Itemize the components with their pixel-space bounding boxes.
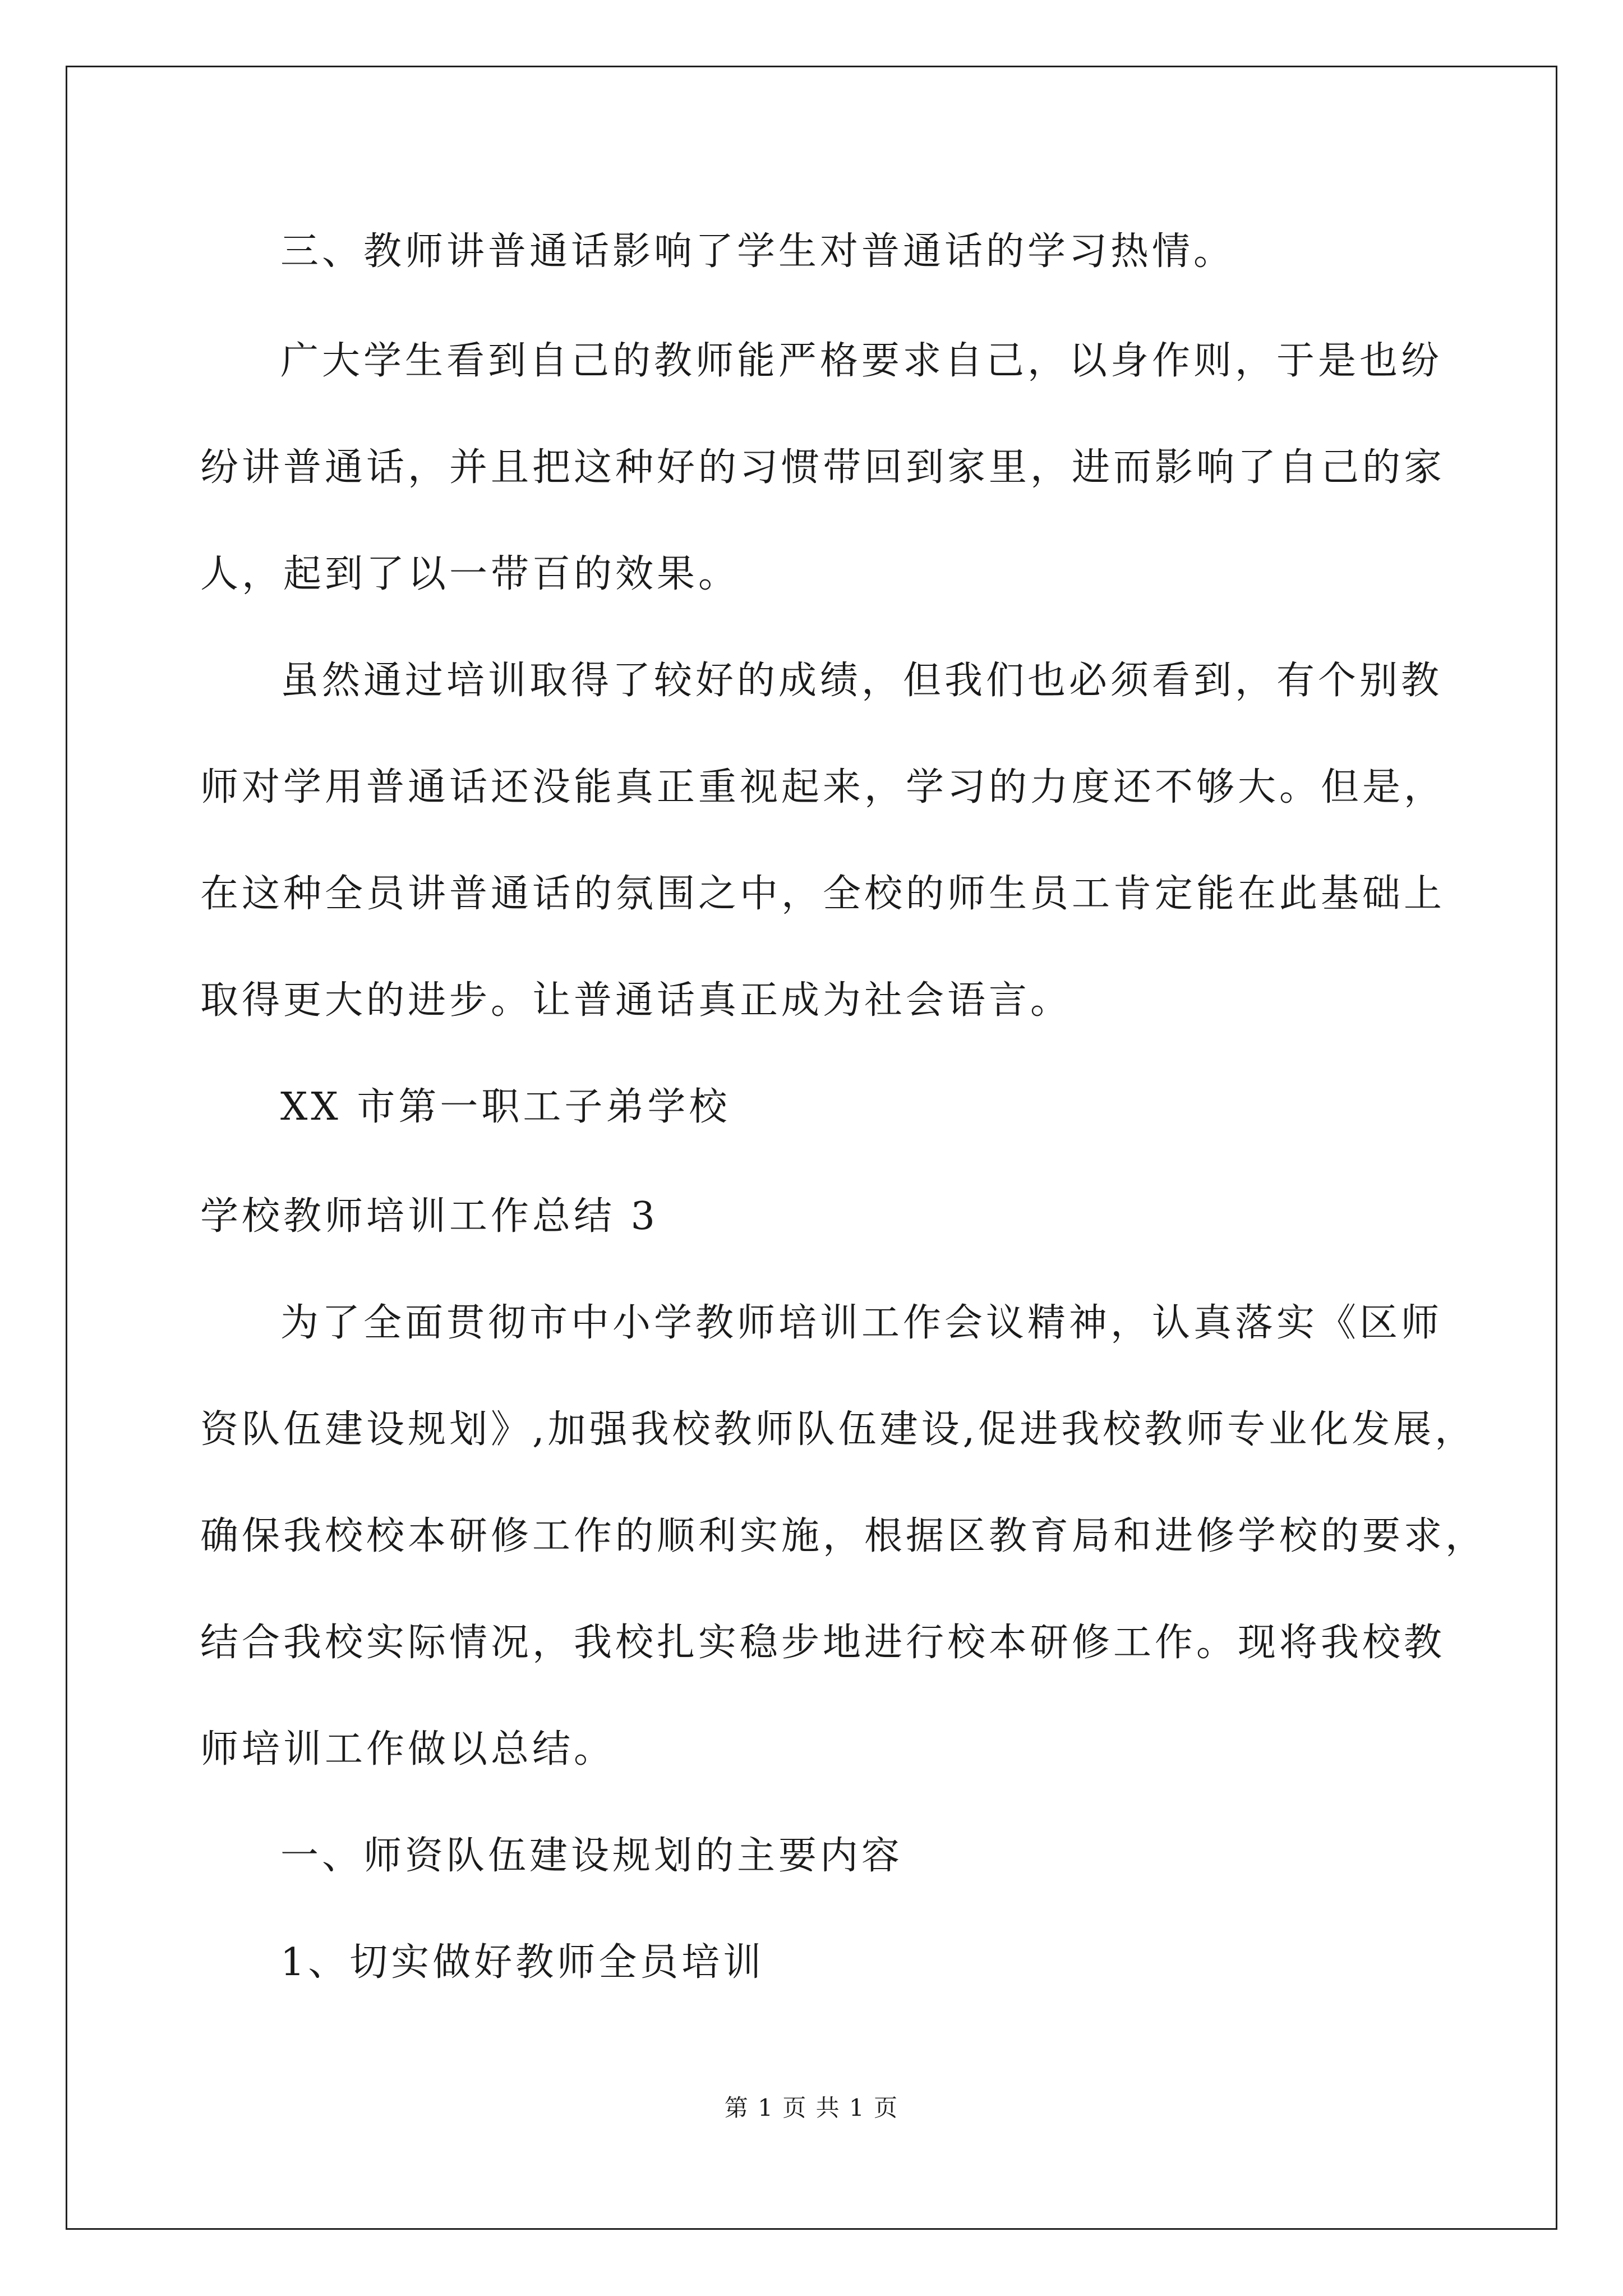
text-line-16: 一、师资队伍建设规划的主要内容 bbox=[280, 1834, 903, 1878]
text-line-8: 取得更大的进步。让普通话真正成为社会语言。 bbox=[200, 978, 1072, 1023]
text-line-12: 资队伍建设规划》,加强我校教师队伍建设,促进我校教师专业化发展， bbox=[200, 1407, 1477, 1452]
text-line-15: 师培训工作做以总结。 bbox=[200, 1727, 616, 1772]
text-line-9: XX 市第一职工子弟学校 bbox=[280, 1085, 731, 1129]
text-line-14: 结合我校实际情况，我校扎实稳步地进行校本研修工作。现将我校教 bbox=[200, 1621, 1446, 1665]
text-line-11: 为了全面贯彻市中小学教师培训工作会议精神，认真落实《区师 bbox=[280, 1301, 1443, 1345]
text-line-5: 虽然通过培训取得了较好的成绩，但我们也必须看到，有个别教 bbox=[280, 659, 1443, 703]
page-footer: 第 1 页 共 1 页 bbox=[724, 2094, 899, 2122]
text-line-10: 学校教师培训工作总结 3 bbox=[200, 1194, 658, 1239]
text-line-4: 人，起到了以一带百的效果。 bbox=[200, 552, 740, 596]
text-line-2: 广大学生看到自己的教师能严格要求自己，以身作则，于是也纷 bbox=[280, 339, 1443, 383]
page-border bbox=[66, 66, 1557, 2230]
text-line-3: 纷讲普通话，并且把这种好的习惯带回到家里，进而影响了自己的家 bbox=[200, 445, 1446, 490]
text-line-1: 三、教师讲普通话影响了学生对普通话的学习热情。 bbox=[280, 229, 1235, 274]
text-line-13: 确保我校校本研修工作的顺利实施，根据区教育局和进修学校的要求， bbox=[200, 1514, 1487, 1558]
text-line-7: 在这种全员讲普通话的氛围之中，全校的师生员工肯定能在此基础上 bbox=[200, 872, 1446, 916]
text-line-6: 师对学用普通话还没能真正重视起来，学习的力度还不够大。但是， bbox=[200, 765, 1446, 809]
text-line-17: 1、切实做好教师全员培训 bbox=[280, 1940, 765, 1985]
